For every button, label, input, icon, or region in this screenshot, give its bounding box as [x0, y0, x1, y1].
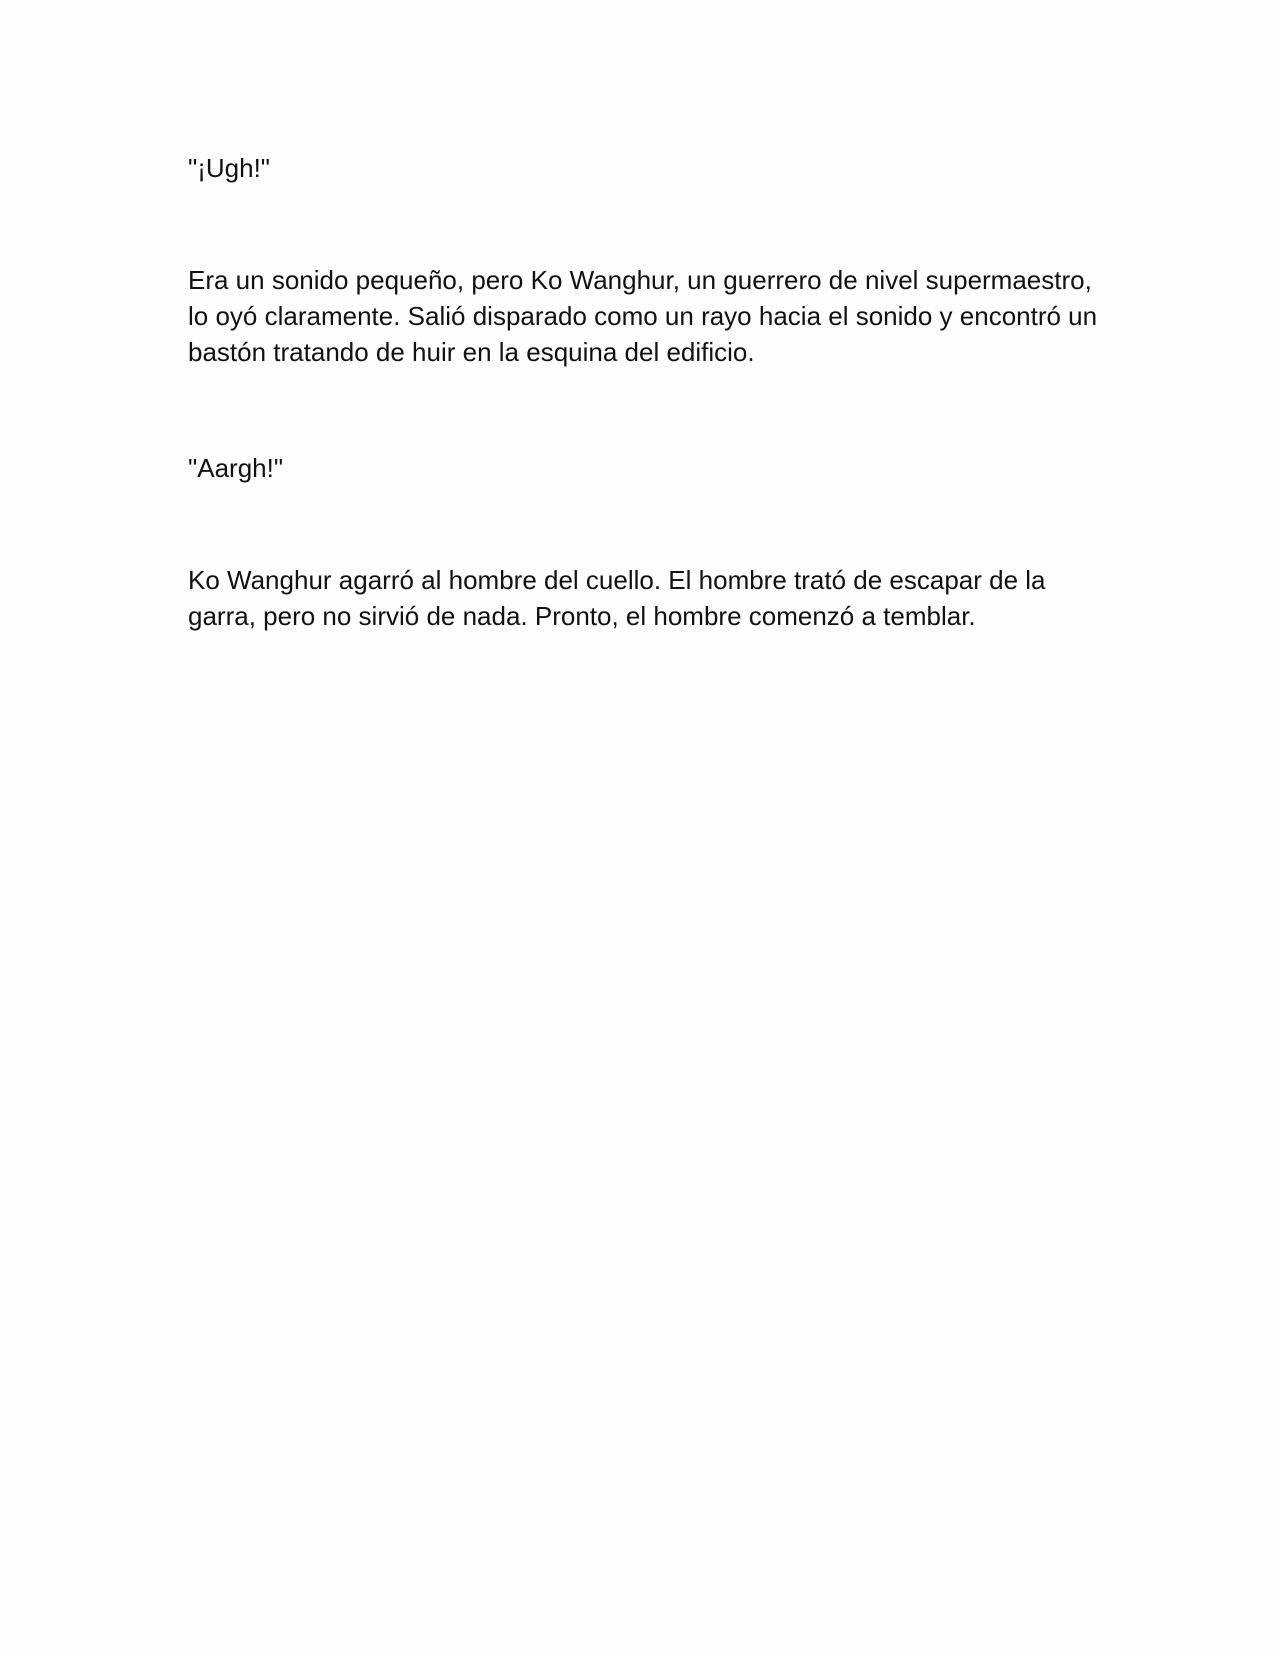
paragraph-narration-grab: Ko Wanghur agarró al hombre del cuello. El hombre trató de escapar de la garra, pero no sirvió de nada. Pronto, el hombre comenzó a temblar. — [188, 565, 1046, 631]
paragraph-exclamation-ugh: "¡Ugh!" — [188, 153, 271, 183]
paragraph-narration-sound: Era un sonido pequeño, pero Ko Wanghur, un guerrero de nivel supermaestro, lo oyó claramente. Salió disparado como un rayo hacia el sonido y encontró un bastón tratando de huir en la esquina del edificio. — [188, 265, 1098, 367]
paragraph-exclamation-aargh: "Aargh!" — [188, 453, 284, 483]
